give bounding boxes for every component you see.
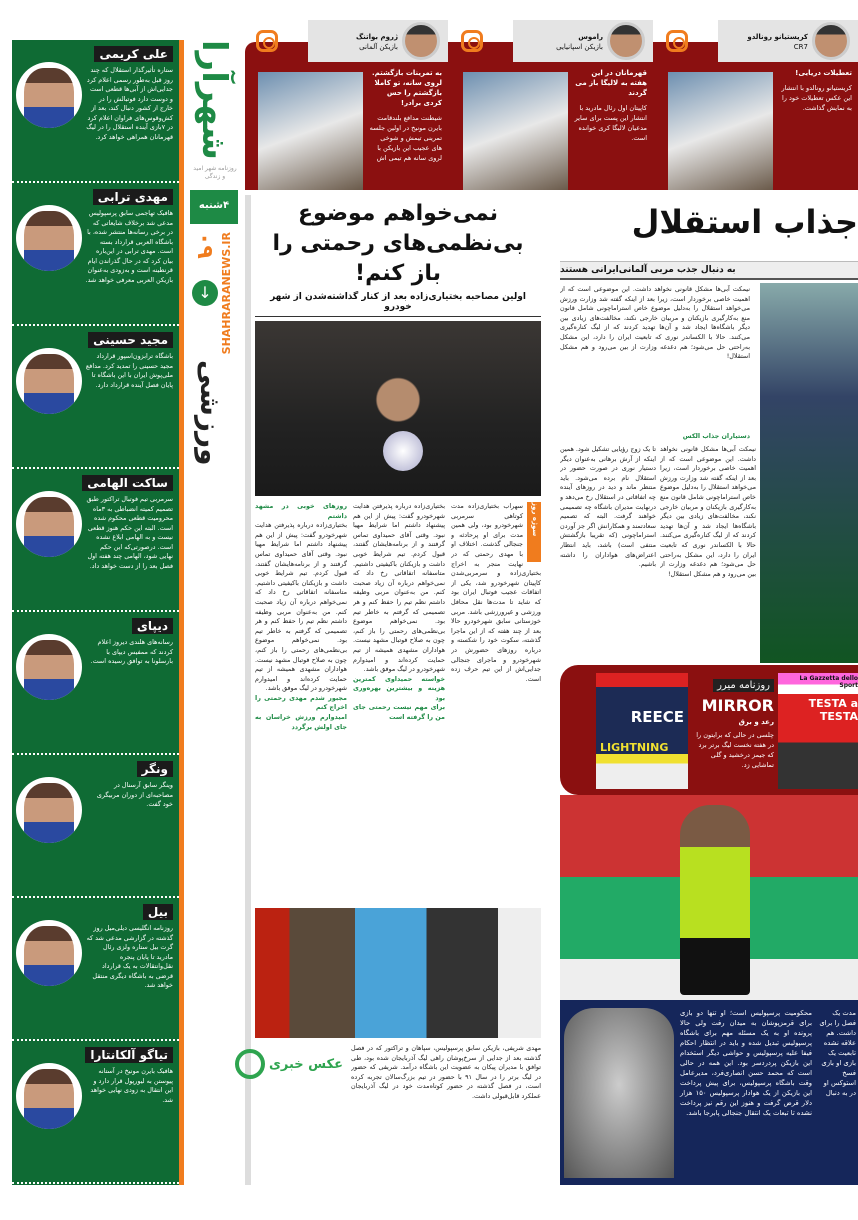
article-headline: نمی‌خواهم موضوع بی‌نظمی‌های رحمتی را باز کنم! xyxy=(272,201,524,286)
post-title: قهرمانان در این هفته به لالیگا باز می گردند xyxy=(575,69,647,97)
profile-card xyxy=(12,469,179,612)
profiles-sidebar xyxy=(12,40,184,1185)
post-text-block xyxy=(573,68,647,143)
paper-label: روزنامه میرر MIRROR رعد و برق چلسی در حالی که برایتون را در هفته نخست لیگ برتر برد که جیمز درخشید و گلی تماشایی زد. xyxy=(696,680,774,769)
profile-text: وینگر سابق آرسنال در مصاحبه‌ای از دوران مربیگری خود گفت. xyxy=(96,781,173,808)
coach-photo xyxy=(760,283,858,663)
post-text: کریستیانو رونالدو با انتشار این عکس تعطیلات خود را به نمایش گذاشت. xyxy=(781,84,852,112)
body-column-2: بختیاری‌زاده درباره پذیرفتن هدایت شهرخودرو گفت: پیش از این هم پیشنهاد داشتم اما شرایط مهیا نبود. وقتی آقای حمیداوی تماس گرفتند و از برنامه‌هایشان گفتند، قبول کردم. تیم شرایط خوبی داشت و بازیکنان باکیفیتی داشتیم. متاسفانه اتفاقاتی رخ داد که نمی‌خواهم درباره آن زیاد صحبت کنم. من به‌عنوان مربی وظیفه داشتم نظم تیم را حفظ کنم و هر تصمیمی که گرفتم به خاطر تیم بود. نمی‌خواهم موضوع بی‌نظمی‌های رحمتی را باز کنم، چون به صلاح فوتبال مشهد نیست. هواداران مشهدی همیشه از تیم حمایت کرده‌اند و امیدوارم شهرخودرو در لیگ موفق باشد. خواسته حمیداوی کمترین هزینه و بیشترین بهره‌وری بود برای مهم نیست رحمتی جای من را گرفته است xyxy=(353,502,445,722)
post-photo xyxy=(258,72,363,190)
profile-text: سرمربی تیم فوتبال تراکتور طبق تصمیم کمیته انضباطی به ۳ماه محرومیت قطعی محکوم شده است. البته این حکم هنوز قطعی نیست و به الهامی ابلاغ نشده است. درصورتی‌که این حکم نهایی شود، الهامی چند هفته اول فصل بعد را از دست خواهد داد. xyxy=(86,495,173,570)
mirror-cover: REECE LIGHTNING xyxy=(596,673,688,789)
instagram-icon[interactable] xyxy=(666,30,688,52)
main-article xyxy=(245,195,545,1185)
profile-photo xyxy=(16,777,82,843)
weekday: ۴شنبه xyxy=(190,190,238,224)
article-subtitle-2: به دنبال جذب مربی آلمانی‌ایرانی هستند xyxy=(560,261,858,280)
newspaper-logo: شهرآرا xyxy=(194,40,234,160)
news-photo xyxy=(255,908,541,1038)
post-text-block xyxy=(368,68,442,163)
post-text: کاپیتان اول رئال مادرید با انتشار این پست برای سایر مدعیان لالیگا کری خوانده است. xyxy=(574,104,647,142)
body-column-b: تا یک زوج رؤیایی تشکیل شود. همین اینکه از آرش برهانی به‌عنوان دیگر دستیار نوری در صورت حضور در استقلال نام برده می‌شود. باید منتظر ماند و دید در روزهای آینده چه اتفاقاتی در استقلال رخ می‌دهد و درنهایت مدیران باشگاه چه تصمیمی خواهند گرفت. البته که تصمیم سعادتمند و همکارانش اگر جز آوردن استراماچونی (که تقریبا بازگشتش منتفی است) باشد، باید انتظار اعتراض‌های هواداران را داشته باشیم. xyxy=(560,445,656,569)
profile-photo xyxy=(16,920,82,986)
profile-card xyxy=(12,1041,179,1184)
player-name: راموس بازیکن اسپانیایی xyxy=(556,33,603,51)
profile-name: تیاگو آلکانتارا xyxy=(85,1047,173,1063)
profile-text: باشگاه ترابزون‌اسپور قرارداد مجید حسینی را تمدید کرد. مدافع ملی‌پوش ایران با این باشگاه تا پایان فصل آینده قرارداد دارد. xyxy=(85,352,173,389)
section-title: ورزشی xyxy=(194,360,227,466)
masthead xyxy=(190,40,240,1185)
page-number: ۰۹ xyxy=(192,232,217,259)
player-avatar xyxy=(402,22,440,60)
profile-card xyxy=(12,183,179,326)
profile-text: ستاره تأثیرگذار استقلال که چند روز قبل به‌طور رسمی اعلام کرد جدایی‌اش از آبی‌ها قطعی است و دوست دارد فوتبالش را در خارج از کشور دنبال کند، بعد از کش‌وقوس‌های فراوان اعلام کرد در ۷بازی آینده استقلال را در لیگ قهرمانان همراهی خواهد کرد. xyxy=(86,66,173,141)
profile-photo xyxy=(16,348,82,414)
football-image xyxy=(383,431,423,471)
profile-photo xyxy=(16,634,82,700)
caption-row xyxy=(255,1044,541,1185)
body-column-3: روزهای خوبی در مشهد داشتم بختیاری‌زاده درباره پذیرفتن هدایت شهرخودرو گفت: پیش از این هم پیشنهاد داشتم اما شرایط مهیا نبود. وقتی آقای حمیداوی تماس گرفتند و از برنامه‌هایشان گفتند، قبول کردم. تیم شرایط خوبی داشت و بازیکنان باکیفیتی داشتیم. متاسفانه اتفاقاتی رخ داد که نمی‌خواهم درباره آن زیاد صحبت کنم. من به‌عنوان مربی وظیفه داشتم نظم تیم را حفظ کنم و هر تصمیمی که گرفتم به خاطر تیم بود. نمی‌خواهم موضوع بی‌نظمی‌های رحمتی را باز کنم، چون به صلاح فوتبال مشهد نیست. هواداران مشهدی همیشه از تیم حمایت کرده‌اند و امیدوارم شهرخودرو در لیگ موفق باشد. مجبور شدم مهدی رحمتی را اخراج کنم امیدوارم ورزش خراسان به جای اولش برگردد xyxy=(255,502,347,731)
profile-photo xyxy=(16,205,82,271)
post-text-block xyxy=(778,68,852,113)
post-photo xyxy=(668,72,773,190)
interview-photo xyxy=(255,321,541,496)
player-portrait xyxy=(564,1008,674,1178)
body-column-c: نیمکت آبی‌ها مشکل قانونی نخواهد داشت. این موضوعی است که از اهمیت خاصی برخوردار است، زیرا بعد از اینکه گفته شد وزارت ورزش می‌خواهد استقلال را به‌دلیل موضوع خاص استراماچونی شامل قانون منع به‌کارگیری بازیکنان و مربیان خارجی نکند، مخالفت‌های زیادی بین دیگر باشگاه‌ها ایجاد شد و آن‌ها تهدید کردند که از لیگ کناره‌گیری می‌کنند. حالا با الکساندر نوری که تابعیت ایران را دارد، این مشکل به‌راحتی حل می‌شود؛ هم دغدغه وزارت از بین می‌رود و هم مشکل استقلال! xyxy=(660,445,756,578)
tagline: روزنامه شهر امید و زندگی xyxy=(193,165,237,180)
profile-name: مهدی ترابی xyxy=(93,189,173,205)
profile-card xyxy=(12,326,179,469)
profile-name: ونگر xyxy=(137,761,173,777)
kicker-label: سوژه روز xyxy=(527,502,541,562)
instagram-post xyxy=(658,20,858,190)
camera-shutter-icon xyxy=(235,1049,265,1079)
post-text: شیطنت مدافع بلندقامت بایرن مونیخ در اولین جلسه تمرینی تیمش و شوخی های عجیب این بازیکن با لروی سانه هم تیمی اش xyxy=(369,114,442,162)
article-columns xyxy=(255,502,541,902)
instagram-strip xyxy=(245,20,858,190)
post-title: تعطیلات دریایی! xyxy=(795,69,852,77)
lead-column: سوژه روز سهراب بختیاری‌زاده مدت کوتاهی سرمربی شهرخودرو بود، ولی همین مدت برای او پرحادثه و جنجالی گذشت. اختلاف او با مهدی رحمتی که در نهایت منجر به اخراج بختیاری‌زاده و سرمربی‌شدن کاپیتان شهرخودرو شد، یکی از اتفاقات عجیب فوتبال ایران بود که شاید تا مدت‌ها نقل محافل ورزشی و غیرورزشی باشد. مربی خوزستانی سابق شهرخودرو حالا بعد از چند هفته که از این ماجرا گذشته، سکوت خود را شکسته و درباره روزهای حضورش در شهرخودرو و ماجرای جنجالی جدایی‌اش از این تیم حرف زده است. xyxy=(451,502,541,683)
player-avatar xyxy=(607,22,645,60)
profile-name: علی کریمی xyxy=(94,46,173,62)
profile-text: رسانه‌های هلندی دیروز اعلام کردند که ممفیس دیپای با بارسلونا به توافق رسیده است. xyxy=(90,638,173,665)
player-name: کریستیانو رونالدو CR7 xyxy=(747,33,808,51)
player-name: ژروم بواتنگ بازیکن آلمانی xyxy=(355,33,398,51)
instagram-post xyxy=(248,20,448,190)
instagram-post xyxy=(453,20,653,190)
profile-text: روزنامه انگلیسی دیلی‌میل روز گذشته در گزارشی مدعی شد که گرت بیل ستاره ولزی رئال مادرید تا پایان پنجره نقل‌وانتقالات به یک قرارداد قرضی به باشگاه دیگری منتقل خواهد شد. xyxy=(86,924,173,989)
goalkeeper-photo xyxy=(560,795,858,1000)
gazzetta-cover: La Gazzetta dello Sport TESTA a TESTA xyxy=(778,673,858,789)
instagram-icon[interactable] xyxy=(461,30,483,52)
section-bullet: دستیاران جذاب الکس xyxy=(682,432,750,440)
profile-photo xyxy=(16,491,82,557)
profile-card xyxy=(12,898,179,1041)
article-subtitle: اولین مصاحبه بختیاری‌زاده بعد از کنار گذاشته‌شدن از شهر خودرو xyxy=(255,289,541,317)
newspaper-covers xyxy=(560,665,858,795)
profile-photo xyxy=(16,1063,82,1129)
profile-text: هافبک بایرن مونیخ در آستانه پیوستن به لیورپول قرار دارد و این انتقال به زودی نهایی خواهد شد. xyxy=(90,1067,173,1104)
profile-name: دیپای xyxy=(132,618,173,634)
profile-text: هافبک تهاجمی سابق پرسپولیس مدعی شد برخلاف شایعاتی که در برخی رسانه‌ها منتشر شده، با باشگاه العربی قرارداد بسته است. مهدی ترابی در این‌باره بیان کرد که در حال گذراندن ایام قرنطینه است و به‌زودی به‌عنوان بازیکن العربی معرفی خواهد شد. xyxy=(85,209,173,284)
post-photo xyxy=(463,72,568,190)
instagram-icon[interactable] xyxy=(256,30,278,52)
right-article xyxy=(560,195,858,1185)
download-arrow-icon[interactable]: ↓ xyxy=(192,280,218,306)
bio-text: محکومیت پرسپولیس است؛ او تنها دو بازی برای قرمزپوشان به میدان رفت ولی حالا پرونده او به یک مسئله مهم برای باشگاه پرسپولیس تبدیل شده و باید در انتظار احکام فیفا علیه پرسپولیس و حواشی دیگر استخدام این بازیکن پردردسر بود. این همه در حالی است که محمد حسن انصاری‌فرد، مدیرعامل وقت باشگاه پرسپولیس، برای پیش پرداخت این بازیکن از یک هوادار پرسپولیس ۱۵۰ هزار دلار قرض گرفت و هنوز این رقم نیز پرداخت نشده تا تبعات یک انتقال جنجالی پابرجا باشد. xyxy=(680,1009,812,1117)
profile-name: مجید حسینی xyxy=(88,332,173,348)
profile-name: ساکت الهامی xyxy=(82,475,173,491)
profile-card xyxy=(12,755,179,898)
player-bio-box xyxy=(560,1000,858,1185)
website-link[interactable]: SHAHRARANEWS.IR xyxy=(220,232,233,355)
body-column: نیمکت آبی‌ها مشکل قانونی نخواهد داشت. این موضوعی است که از اهمیت خاصی برخوردار است، زیرا بعد از اینکه گفته شد وزارت ورزش می‌خواهد استقلال را به‌دلیل موضوع خاص استراماچونی شامل قانون منع به‌کارگیری بازیکنان و مربیان خارجی نکند، مخالفت‌های زیادی بین دیگر باشگاه‌ها ایجاد شد و آن‌ها تهدید کردند که از لیگ کناره‌گیری می‌کنند. حالا با الکساندر نوری که تابعیت ایران را دارد، این مشکل به‌راحتی حل می‌شود؛ هم دغدغه وزارت از بین می‌رود و هم مشکل استقلال! xyxy=(560,285,750,361)
bio-text-2: مدت یک فصل را برای داشت. هم علاقه نشده تابعیت یک بازی او بازی فسخ استوکس او در به دنبال xyxy=(819,1009,856,1097)
profile-card xyxy=(12,40,179,183)
post-title: به تمرینات بازگشتم. لروی سانه، تو کاملا بازگشتم را حس کردی برادر! xyxy=(371,69,442,107)
profile-card xyxy=(12,612,179,755)
article-headline-2: جذاب استقلال xyxy=(631,203,858,241)
profile-name: بیل xyxy=(143,904,173,920)
photo-news-label: عکس خبری xyxy=(235,1044,343,1084)
photo-caption: مهدی شریفی، بازیکن سابق پرسپولیس، سپاهان و تراکتور که در فصل گذشته بعد از جدایی از سرخ‌پوشان راهی لیگ آذربایجان شده بود، طی توافق با مدیران پیکان به عضویت این باشگاه درآمد. شریفی که حضور در لیگ برتر را در سال ۹۱ با حضور در تیم بزرگ‌سالان تجربه کرده است، در فصل گذشته در حضور کوتاه‌مدت خود در لیگ آذربایجان عملکرد قابل‌قبولی داشت. xyxy=(351,1044,541,1100)
goalkeeper-figure xyxy=(680,805,750,995)
profile-photo xyxy=(16,62,82,128)
player-avatar xyxy=(812,22,850,60)
